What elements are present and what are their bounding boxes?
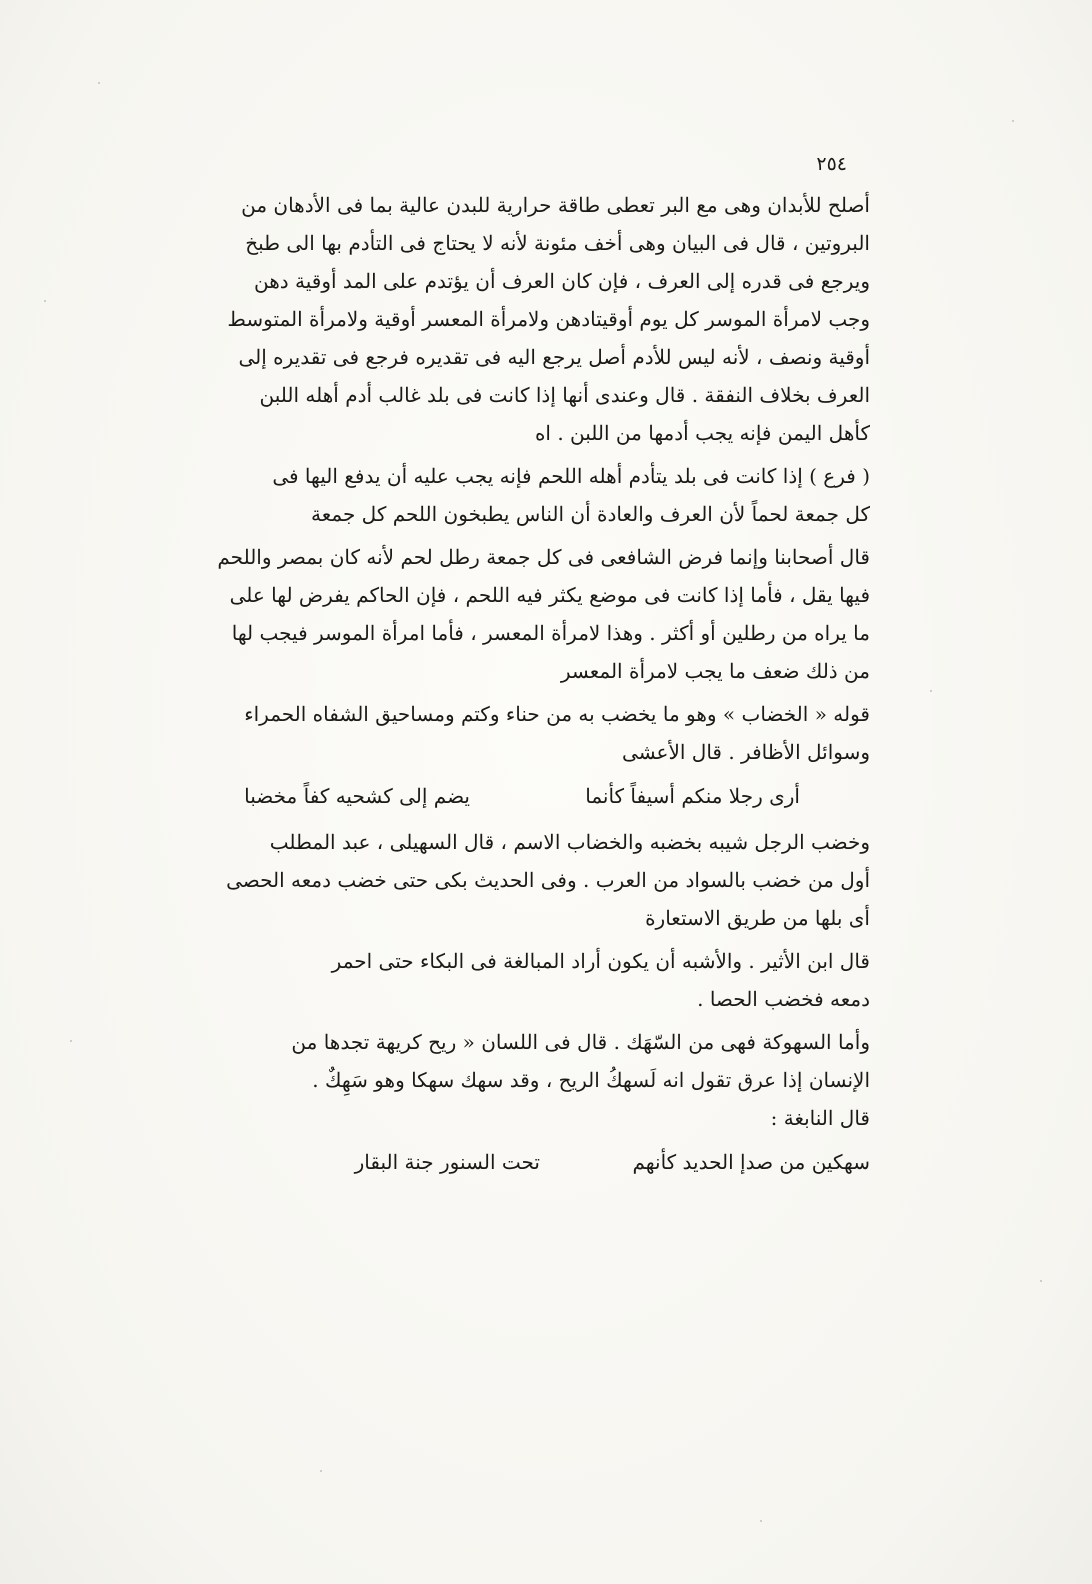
verse-first-hemistich: أرى رجلا منكم أسيفاً كأنما — [585, 784, 800, 808]
text-line: أوقية ونصف ، لأنه ليس للأدم أصل يرجع اليه فى تقديره فرجع فى تقديره إلى — [238, 345, 870, 369]
text-line: ويرجع فى قدره إلى العرف ، فإن كان العرف أن يؤتدم على المد أوقية دهن — [254, 269, 870, 293]
paragraph-sahuka — [136, 1023, 870, 1137]
scan-speck — [320, 1470, 322, 1472]
text-line: كأهل اليمن فإنه يجب أدمها من اللبن . اه — [534, 421, 870, 445]
text-line: دمعه فخضب الحصا . — [697, 987, 870, 1011]
text-line: قال النابغة : — [770, 1106, 870, 1130]
text-line: وخضب الرجل شيبه بخضبه والخضاب الاسم ، قال السهيلى ، عبد المطلب — [269, 830, 870, 854]
verse-nabigha — [136, 1142, 870, 1184]
paragraph-far — [136, 457, 870, 533]
text-line: فيها يقل ، فأما إذا كانت فى موضع يكثر فيه اللحم ، فإن الحاكم يفرض لها على — [229, 583, 870, 607]
scan-speck — [44, 300, 46, 302]
text-line: قال أصحابنا وإنما فرض الشافعى فى كل جمعة رطل لحم لأنه كان بمصر واللحم — [217, 545, 870, 569]
paragraph-ashab — [136, 538, 870, 690]
text-line: العرف بخلاف النفقة . قال وعندى أنها إذا كانت فى بلد غالب أدم أهله اللبن — [259, 383, 870, 407]
text-line: وجب لامرأة الموسر كل يوم أوقيتادهن ولامرأة المعسر أوقية ولامرأة المتوسط — [227, 307, 870, 331]
text-line: من ذلك ضعف ما يجب لامرأة المعسر — [560, 659, 870, 683]
text-line: ( فرع ) إذا كانت فى بلد يتأدم أهله اللحم فإنه يجب عليه أن يدفع اليها فى — [272, 464, 870, 488]
page-number: ٢٥٤ — [816, 153, 847, 175]
verse-second-hemistich: يضم إلى كشحيه كفاً مخضبا — [244, 784, 470, 808]
text-line: الإنسان إذا عرق تقول انه لَسهكُ الريح ، وقد سهك سهكا وهو سَهِكٌ . — [312, 1068, 870, 1092]
scan-speck — [1012, 120, 1014, 122]
paragraph-athir — [136, 942, 870, 1018]
scan-speck — [930, 690, 932, 692]
text-line: كل جمعة لحماً لأن العرف والعادة أن الناس يطبخون اللحم كل جمعة — [311, 502, 870, 526]
text-line: وأما السهوكة فهى من السّهَك . قال فى اللسان « ريح كريهة تجدها من — [291, 1030, 870, 1054]
text-line: أصلح للأبدان وهى مع البر تعطى طاقة حرارية للبدن عالية بما فى الأدهان من — [241, 193, 870, 217]
scan-speck — [1040, 1280, 1042, 1282]
scan-speck — [70, 1040, 72, 1042]
body-text — [136, 186, 870, 1184]
text-line: وسوائل الأظافر . قال الأعشى — [622, 740, 870, 764]
verse-first-hemistich: سهكين من صدإ الحديد كأنهم — [632, 1150, 870, 1174]
paragraph-khidab — [136, 695, 870, 771]
text-line: ما يراه من رطلين أو أكثر . وهذا لامرأة المعسر ، فأما امرأة الموسر فيجب لها — [231, 621, 870, 645]
scan-speck — [98, 82, 100, 84]
text-line: قال ابن الأثير . والأشبه أن يكون أراد المبالغة فى البكاء حتى احمر — [331, 949, 870, 973]
scan-speck — [760, 1520, 762, 1522]
verse-aasha — [136, 776, 870, 818]
text-line: أى بلها من طريق الاستعارة — [645, 906, 870, 930]
text-line: أول من خضب بالسواد من العرب . وفى الحديث بكى حتى خضب دمعه الحصى — [226, 868, 870, 892]
text-line: البروتين ، قال فى البيان وهى أخف مئونة لأنه لا يحتاج فى التأدم بها الى طبخ — [245, 231, 870, 255]
verse-second-hemistich: تحت السنور جنة البقار — [354, 1150, 540, 1174]
paragraph-suhayli — [136, 823, 870, 937]
text-line: قوله « الخضاب » وهو ما يخضب به من حناء وكتم ومساحيق الشفاه الحمراء — [244, 702, 870, 726]
